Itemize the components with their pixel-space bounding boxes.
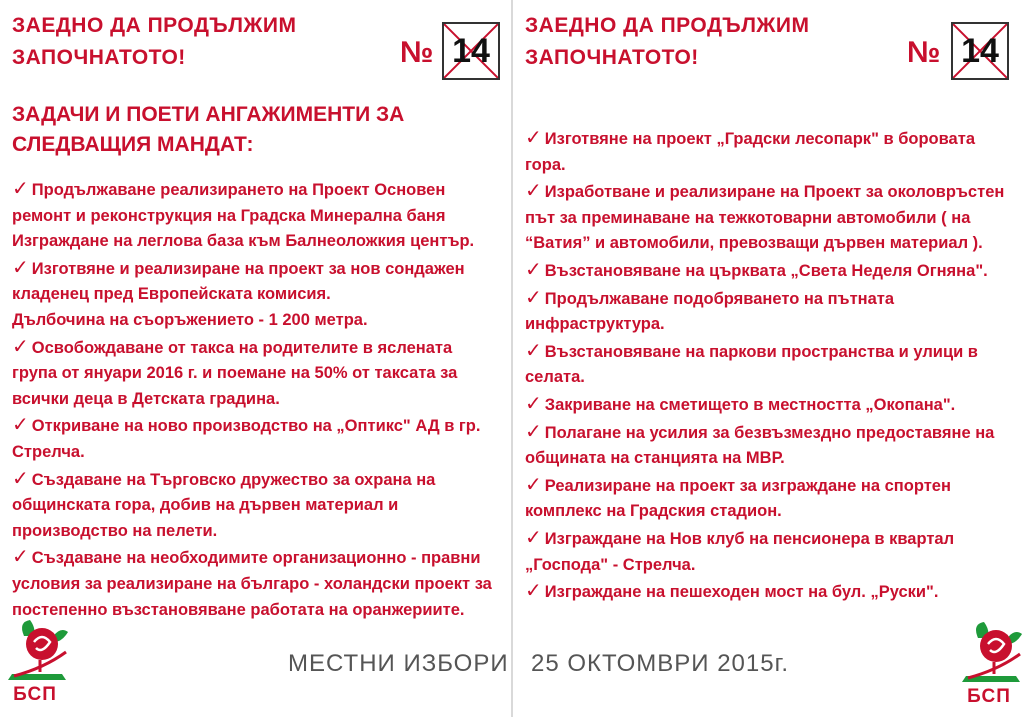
logo-text: БСП: [13, 684, 57, 705]
logo-text: БСП: [967, 686, 1011, 707]
bsp-logo: [958, 616, 1024, 707]
list-item: [12, 176, 501, 255]
bsp-logo: [4, 614, 74, 705]
list-item: [525, 257, 1014, 285]
headline-line-2: ЗАПОЧНАТОТО!: [12, 46, 186, 69]
checkmark-icon: ✓: [525, 471, 542, 496]
right-panel: [513, 0, 1024, 717]
list-item: [525, 472, 1014, 525]
number-sign: №: [400, 36, 434, 69]
list-item: [525, 525, 1014, 578]
ballot-box: [951, 22, 1009, 80]
left-panel: [0, 0, 511, 717]
checkmark-icon: ✓: [525, 524, 542, 549]
list-item: [12, 255, 501, 308]
list-item-text: Изготвяне и реализиране на проект за нов сондажен кладенец пред Европейската комисия.: [12, 259, 465, 304]
rose-logo-icon: [4, 614, 74, 684]
checkmark-icon: ✓: [525, 418, 542, 443]
checkmark-icon: ✓: [12, 544, 29, 569]
list-item-text: Откриване на ново производство на „Оптикс" АД в гр. Стрелча.: [12, 417, 481, 461]
checkmark-icon: ✓: [525, 337, 542, 362]
checkmark-icon: ✓: [525, 178, 542, 203]
list-item: [525, 578, 1014, 606]
list-item: [12, 544, 501, 623]
headline: [525, 10, 810, 74]
checkmark-icon: ✓: [12, 254, 29, 279]
list-item-text: Изготвяне на проект „Градски лесопарк" в боровата гора.: [525, 130, 975, 174]
checkmark-icon: ✓: [525, 125, 542, 149]
list-item-text: Възстановяване на църквата „Света Неделя Огняна".: [544, 261, 988, 280]
list-item: [525, 338, 1014, 391]
list-item-text: Създаване на необходимите организационно - правни условия за реализиране на българо - холандски проект за постепенно възстановяване работата на оранжериите.: [12, 549, 492, 619]
commitments-list: [525, 125, 1014, 606]
ballot-number: 14: [961, 32, 999, 70]
subheading: [12, 100, 404, 160]
list-item: [12, 334, 501, 413]
subheading-line-2: СЛЕДВАЩИЯ МАНДАТ:: [12, 133, 254, 156]
headline-line-2: ЗАПОЧНАТОТО!: [525, 46, 699, 69]
checkmark-icon: ✓: [525, 284, 542, 309]
list-item-text: Реализиране на проект за изграждане на спортен комплекс на Градския стадион.: [525, 476, 951, 521]
list-item: [525, 125, 1014, 178]
list-item: [12, 466, 501, 545]
list-item-text: Освобождаване от такса на родителите в яслената група от януари 2016 г. и поемане на 50% от таксата за всички деца в Детската градина.: [12, 338, 458, 408]
list-item: [525, 419, 1014, 472]
footer-election-label: МЕСТНИ ИЗБОРИ: [288, 650, 509, 677]
checkmark-icon: ✓: [525, 578, 542, 603]
list-item-text: Продължаване подобряването на пътната инфраструктура.: [525, 289, 895, 334]
list-item: [525, 285, 1014, 338]
list-item: [12, 308, 501, 334]
list-item: [12, 412, 501, 465]
headline-line-1: ЗАЕДНО ДА ПРОДЪЛЖИМ: [525, 14, 810, 37]
list-item-text: Закриване на сметището в местността „Окопана".: [544, 395, 956, 414]
checkmark-icon: ✓: [12, 412, 29, 437]
list-item-text: Възстановяване на паркови пространства и улици в селата.: [525, 342, 978, 387]
list-item-text: Дълбочина на съоръжението - 1 200 метра.: [12, 310, 368, 329]
headline: [12, 10, 297, 74]
ballot-number: 14: [452, 32, 490, 70]
commitments-list: [12, 176, 501, 623]
checkmark-icon: ✓: [12, 465, 29, 490]
footer-date: 25 ОКТОМВРИ 2015г.: [531, 650, 790, 677]
list-item-text: Изграждане на Нов клуб на пенсионера в квартал „Господа" - Стрелча.: [525, 529, 955, 574]
list-item-text: Изграждане на пешеходен мост на бул. „Руски".: [544, 583, 939, 602]
checkmark-icon: ✓: [12, 333, 29, 358]
list-item-text: Продължаване реализирането на Проект Основен ремонт и реконструкция на Градска Минерална баня Изграждане на леглова база към Балнеоложкия център.: [12, 181, 475, 251]
number-sign: №: [907, 36, 941, 69]
list-item: [525, 178, 1014, 257]
list-item-text: Полагане на усилия за безвъзмездно предоставяне на общината на станцията на МВР.: [525, 423, 995, 468]
list-item-text: Създаване на Търговско дружество за охрана на общинската гора, добив на дървен материал и производство на пелети.: [12, 470, 436, 540]
rose-logo-icon: [958, 616, 1024, 686]
checkmark-icon: ✓: [12, 176, 29, 200]
list-item: [525, 391, 1014, 419]
checkmark-icon: ✓: [525, 390, 542, 415]
subheading-line-1: ЗАДАЧИ И ПОЕТИ АНГАЖИМЕНТИ ЗА: [12, 103, 405, 126]
headline-line-1: ЗАЕДНО ДА ПРОДЪЛЖИМ: [12, 14, 297, 37]
ballot-box: [442, 22, 500, 80]
checkmark-icon: ✓: [525, 256, 542, 281]
list-item-text: Изработване и реализиране на Проект за околовръстен път за преминаване на тежкотоварни автомобили ( на “Ватия” и автомобили, превозващи дървен материал ).: [525, 183, 1005, 253]
